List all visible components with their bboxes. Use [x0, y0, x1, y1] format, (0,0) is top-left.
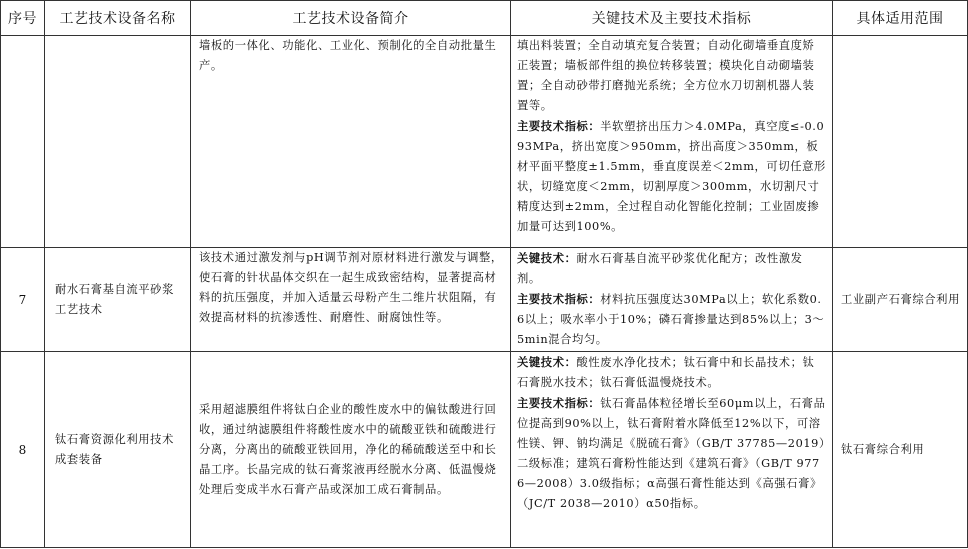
tech-intro-text: 该技术通过激发剂与pH调节剂对原材料进行激发与调整，使石膏的针状晶体交织在一起生成致密结构，显著提高材料的抗压强度，并加入适量云母粉产生二维片状阻隔，有效提高材料的抗渗透性、耐磨性、耐腐蚀性等。	[199, 251, 503, 324]
key-tech-cell	[511, 352, 833, 548]
tech-name: 耐水石膏基自流平砂浆工艺技术	[45, 248, 191, 352]
table-header-row	[1, 1, 968, 36]
key-tech-text: 酸性废水净化技术；钛石膏中和长晶技术；钛石膏脱水技术；钛石膏低温慢烧技术。	[517, 356, 815, 389]
key-tech	[517, 248, 826, 289]
header-intro: 工艺技术设备简介	[191, 1, 511, 36]
tech-intro-text: 墙板的一体化、功能化、工业化、预制化的全自动批量生产。	[199, 39, 497, 72]
applicable-scope: 钛石膏综合利用	[833, 352, 968, 548]
row-number	[1, 36, 45, 248]
row-number: 8	[1, 352, 45, 548]
tech-name	[45, 36, 191, 248]
key-tech	[517, 352, 826, 393]
main-indicators-label: 主要技术指标：	[517, 292, 601, 306]
tech-name: 钛石膏资源化利用技术成套装备	[45, 352, 191, 548]
row-number: 7	[1, 248, 45, 352]
main-indicators-label: 主要技术指标：	[517, 119, 601, 133]
key-tech-text: 耐水石膏基自流平砂浆优化配方；改性激发剂。	[517, 252, 803, 285]
tech-intro	[191, 36, 511, 248]
key-tech-continued: 填出料装置；全自动填充复合装置；自动化砌墙垂直度矫正装置；墙板部件组的换位转移装置；模块化自动砌墙装置；全自动砂带打磨抛光系统；全方位水刀切割机器人装置等。	[517, 39, 815, 112]
key-tech-label: 关键技术：	[517, 251, 577, 265]
table-row	[1, 248, 968, 352]
tech-intro	[191, 248, 511, 352]
main-indicators	[517, 116, 826, 237]
applicable-scope	[833, 36, 968, 248]
tech-intro-text: 采用超滤膜组件将钛白企业的酸性废水中的偏钛酸进行回收，通过纳滤膜组件将酸性废水中的硫酸亚铁和硫酸进行分离，分离出的硫酸亚铁回用，净化的稀硫酸送至中和长晶工序。长晶完成的钛石膏浆液再经脱水分离、低温慢烧处理后变成半水石膏产品或深加工成石膏制品。	[199, 402, 497, 496]
table-row	[1, 352, 968, 548]
header-no: 序号	[1, 1, 45, 36]
main-indicators-text: 材料抗压强度达30MPa以上；软化系数0.6以上；吸水率小于10%；磷石膏掺量达到85%以上；3～5min混合均匀。	[517, 293, 825, 346]
key-tech-cell	[511, 248, 833, 352]
header-scope: 具体适用范围	[833, 1, 968, 36]
key-tech-label: 关键技术：	[517, 355, 577, 369]
main-indicators	[517, 289, 826, 350]
table-row	[1, 36, 968, 248]
applicable-scope: 工业副产石膏综合利用	[833, 248, 968, 352]
header-name: 工艺技术设备名称	[45, 1, 191, 36]
main-indicators-text: 钛石膏晶体粒径增长至60μm以上，石膏品位提高到90%以上，钛石膏附着水降低至12%以下，可溶性镁、钾、钠均满足《脱硫石膏》（GB/T 37785—2019）二级标准；建筑石膏粉性能达到《建筑石膏》（GB/T 9776—2008）3.0级指标；α高强石膏性能达到《高强石膏》（JC/T 2038—2010）α50指标。	[517, 397, 826, 510]
main-indicators	[517, 393, 826, 514]
tech-intro	[191, 352, 511, 548]
main-indicators-text: 半软塑挤出压力＞4.0MPa，真空度≤-0.093MPa，挤出宽度＞950mm，挤出高度＞350mm，板材平面平整度±1.5mm，垂直度误差＜2mm，可切任意形状，切缝宽度＜2mm，切割厚度＞300mm，水切割尺寸精度达到±2mm，全过程自动化智能化控制；工业固废掺加量可达到100%。	[517, 120, 826, 233]
main-indicators-label: 主要技术指标：	[517, 396, 601, 410]
key-tech-cell	[511, 36, 833, 248]
header-key-tech: 关键技术及主要技术指标	[511, 1, 833, 36]
